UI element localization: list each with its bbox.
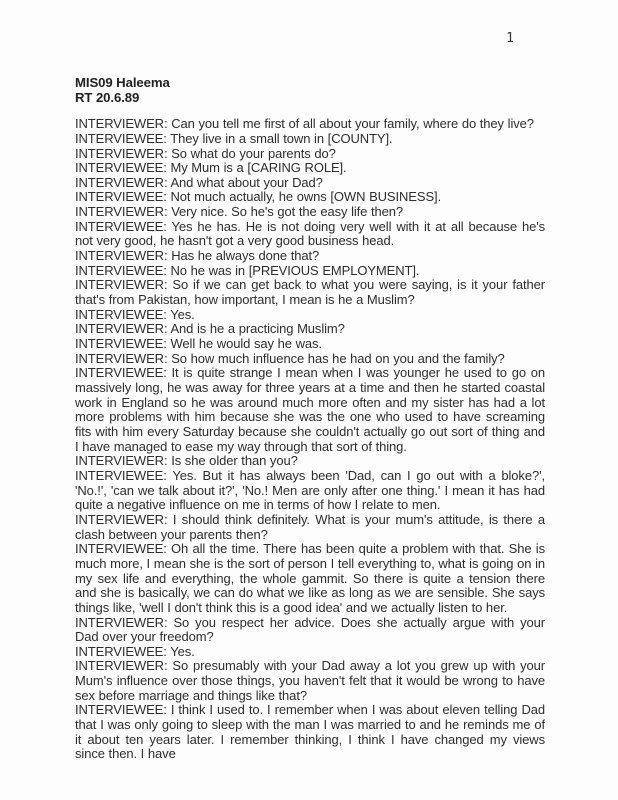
turn-text: Yes.: [170, 643, 195, 659]
transcript-turn: [75, 308, 545, 323]
turn-text: And is he a practicing Muslim?: [170, 321, 345, 337]
speaker-label: INTERVIEWER:: [75, 511, 168, 527]
turn-text: So presumably with your Dad away a lot you grew up with your Mum's influence over those things, you haven't felt that it would be wrong to have sex before marriage and things like that?: [75, 658, 545, 703]
speaker-label: INTERVIEWER:: [75, 116, 168, 132]
speaker-label: INTERVIEWER:: [75, 204, 168, 220]
transcript-turn: [75, 278, 545, 307]
transcript-turn: [75, 366, 545, 454]
speaker-label: INTERVIEWEE:: [75, 541, 167, 557]
transcript: [75, 117, 545, 762]
transcript-turn: [75, 147, 545, 162]
transcript-turn: [75, 703, 545, 762]
speaker-label: INTERVIEWER:: [75, 658, 168, 674]
transcript-turn: [75, 616, 545, 645]
speaker-label: INTERVIEWEE:: [75, 130, 167, 146]
speaker-label: INTERVIEWER:: [75, 145, 168, 161]
turn-text: Yes. But it has always been 'Dad, can I go out with a bloke?', 'No.!', 'can we talk about it?', 'No.! Men are only after one thing.' I mean it has had quite a negative influence on me in terms of how I relate to men.: [75, 467, 545, 513]
speaker-label: INTERVIEWEE:: [75, 218, 167, 234]
speaker-label: INTERVIEWEE:: [75, 702, 167, 718]
transcript-turn: [75, 205, 545, 220]
turn-text: So if we can get back to what you were saying, is it your father that's from Pakistan, how important, I mean is he a Muslim?: [75, 277, 545, 308]
speaker-label: INTERVIEWER:: [75, 174, 168, 190]
turn-text: It is quite strange I mean when I was younger he used to go on massively long, he was away for three years at a time and then he started coastal work in England so he was around much more often and my sister has had a lot more problems with him because she was the one who used to have screaming fits with him every Saturday because she couldn't actually go out sort of thing and I have managed to ease my way through that sort of thing.: [75, 365, 545, 454]
turn-text: I think I used to. I remember when I was about eleven telling Dad that I was only going to sleep with the man I was married to and he reminds me of it about ten years later. I remember thinking, I think I have changed my views since then. I have: [75, 702, 545, 762]
transcript-turn: [75, 469, 545, 513]
transcript-turn: [75, 513, 545, 542]
transcript-turn: [75, 176, 545, 191]
turn-text: Well he would say he was.: [170, 336, 322, 352]
speaker-label: INTERVIEWEE:: [75, 336, 167, 352]
speaker-label: INTERVIEWER:: [75, 614, 168, 630]
transcript-turn: [75, 117, 545, 132]
turn-text: Not much actually, he owns [OWN BUSINESS].: [170, 189, 442, 205]
turn-text: They live in a small town in [COUNTY].: [170, 130, 393, 146]
speaker-label: INTERVIEWEE:: [75, 306, 167, 322]
document-header: [75, 76, 545, 105]
transcript-turn: [75, 220, 545, 249]
transcript-turn: [75, 352, 545, 367]
turn-text: Very nice. So he's got the easy life then?: [171, 204, 404, 220]
turn-text: I should think definitely. What is your mum's attitude, is there a clash between your parents then?: [75, 511, 545, 542]
turn-text: Yes.: [170, 306, 195, 322]
speaker-label: INTERVIEWER:: [75, 350, 168, 366]
speaker-label: INTERVIEWER:: [75, 321, 168, 337]
turn-text: Can you tell me first of all about your family, where do they live?: [171, 116, 534, 132]
transcript-turn: [75, 264, 545, 279]
header-study-id: MIS09 Haleema: [75, 75, 170, 90]
transcript-turn: [75, 659, 545, 703]
turn-text: My Mum is a [CARING ROLE].: [170, 160, 347, 176]
speaker-label: INTERVIEWEE:: [75, 467, 167, 483]
turn-text: Oh all the time. There has been quite a problem with that. She is much more, I mean she is the sort of person I tell everything to, what is going on in my sex life and everything, the whole gammit. So there is quite a tension there and she is basically, we can do what we like as long as we are sensible. She says things like, 'well I don't think this is a good idea' and we actually listen to her.: [75, 541, 545, 615]
turn-text: No he was in [PREVIOUS EMPLOYMENT].: [170, 262, 420, 278]
page-number: 1: [506, 31, 514, 46]
turn-text: Has he always done that?: [171, 248, 320, 264]
transcript-turn: [75, 161, 545, 176]
speaker-label: INTERVIEWEE:: [75, 262, 167, 278]
transcript-turn: [75, 454, 545, 469]
header-date-line: RT 20.6.89: [75, 89, 140, 105]
transcript-turn: [75, 249, 545, 264]
speaker-label: INTERVIEWEE:: [75, 643, 167, 659]
speaker-label: INTERVIEWER:: [75, 277, 168, 293]
turn-text: So what do your parents do?: [171, 145, 336, 161]
turn-text: Is she older than you?: [171, 453, 298, 469]
transcript-turn: [75, 542, 545, 615]
turn-text: Yes he has. He is not doing very well with it at all because he's not very good, he hasn't got a very good business head.: [75, 218, 545, 249]
turn-text: And what about your Dad?: [170, 174, 323, 190]
speaker-label: INTERVIEWEE:: [75, 160, 167, 176]
speaker-label: INTERVIEWEE:: [75, 365, 167, 381]
turn-text: So you respect her advice. Does she actually argue with your Dad over your freedom?: [75, 614, 545, 645]
transcript-turn: [75, 190, 545, 205]
speaker-label: INTERVIEWER:: [75, 248, 168, 264]
transcript-turn: [75, 337, 545, 352]
speaker-label: INTERVIEWEE:: [75, 189, 167, 205]
transcript-turn: [75, 322, 545, 337]
transcript-turn: [75, 132, 545, 147]
turn-text: So how much influence has he had on you and the family?: [171, 350, 505, 366]
transcript-turn: [75, 645, 545, 660]
speaker-label: INTERVIEWER:: [75, 453, 168, 469]
